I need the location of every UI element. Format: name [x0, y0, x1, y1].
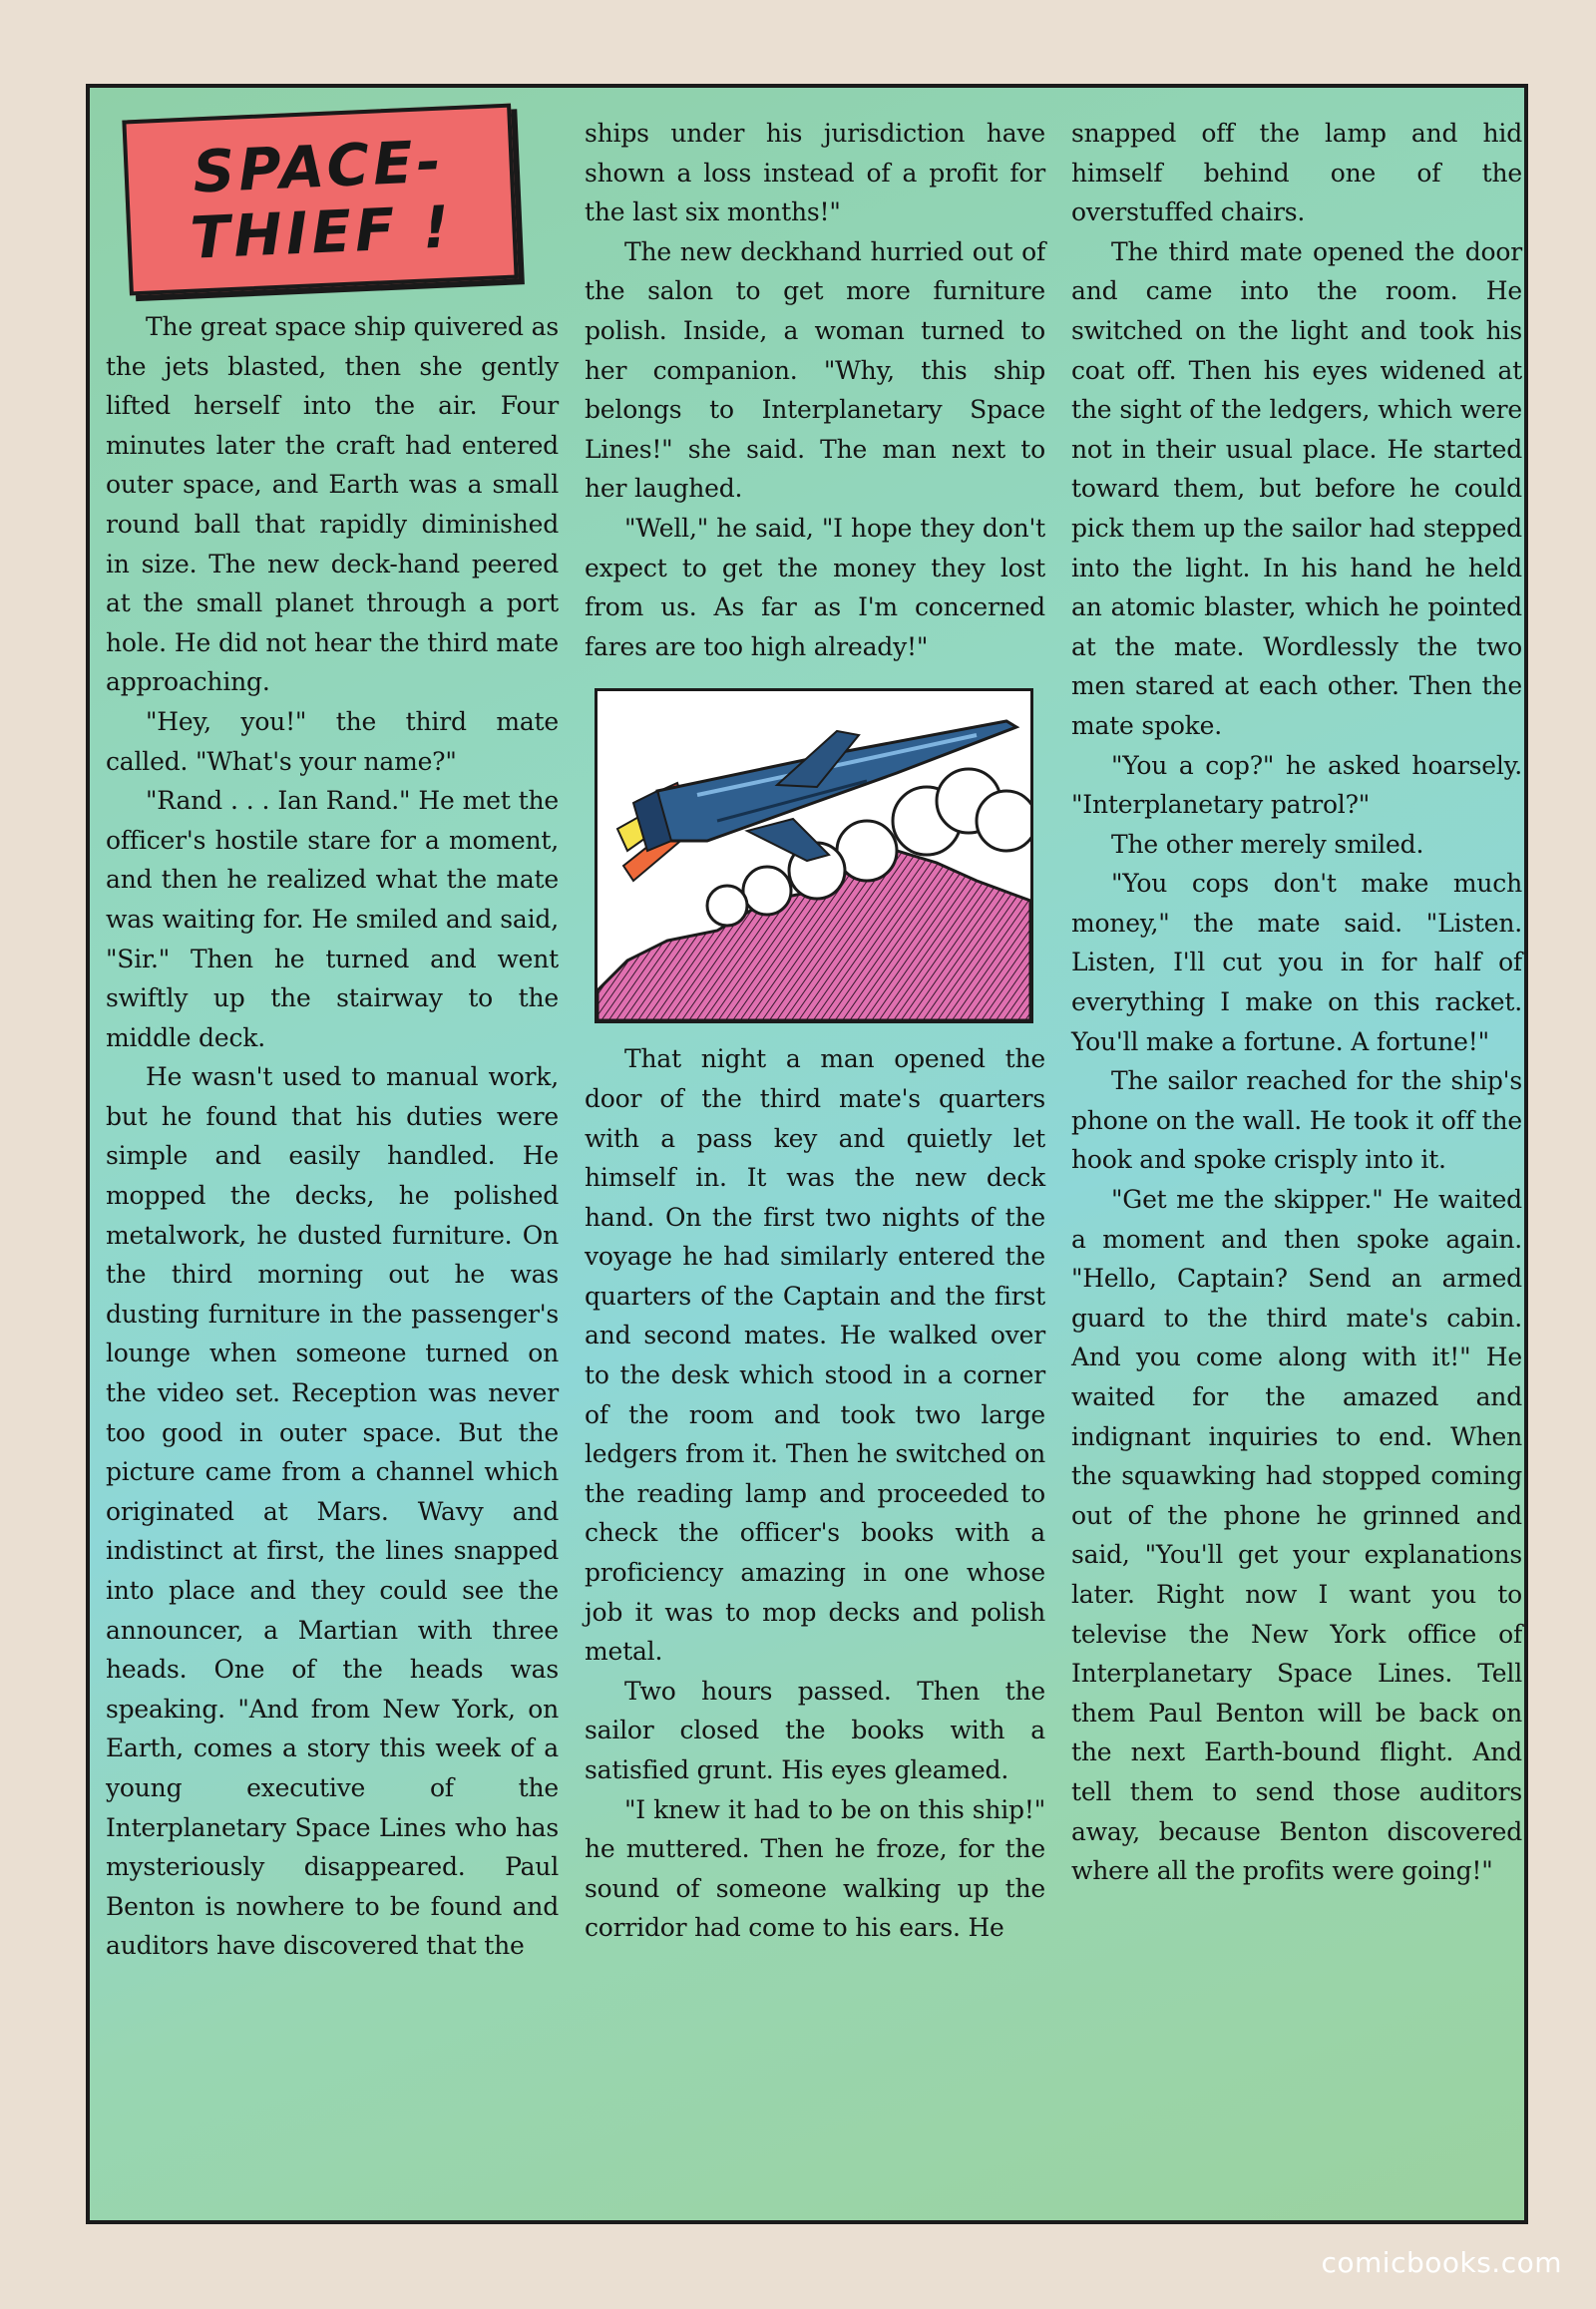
rocket-illustration-svg — [598, 691, 1030, 1020]
column-2 — [567, 88, 1055, 2220]
paragraph: "Hey, you!" the third mate called. "What's your name?" — [106, 706, 559, 776]
rocket-ship-illustration — [595, 688, 1033, 1023]
title-line-2: THIEF ! — [189, 192, 455, 272]
paragraph: The great space ship quivered as the jets blasted, then she gently lifted herself into the air. Four minutes later the craft had entered outer space, and Earth was a small round ball that rapidly diminished in size. The new deck-hand peered at the small planet through a port hole. He did not hear the third mate approaching. — [106, 312, 559, 697]
column-3 — [1061, 88, 1528, 2220]
paragraph: That night a man opened the door of the third mate's quarters with a pass key and quietly let himself in. It was the new deck hand. On the first two nights of the voyage he had similarly entered the quarters of the Captain and the first and second mates. He walked over to the desk which stood in a corner of the room and took two large ledgers from it. Then he switched on the reading lamp and proceeded to check the officer's books with a proficiency amazing in one whose job it was to mop decks and polish metal. — [585, 1044, 1045, 1667]
paragraph: He wasn't used to manual work, but he found that his duties were simple and easily handled. He mopped the decks, he polished metalwork, he dusted furniture. On the third morning out he was dusting furniture in the passenger's lounge when someone turned on the video set. Reception was never too good in outer space. But the picture came from a channel which originated at Mars. Wavy and indistinct at first, the lines snapped into place and they could see the announcer, a Martian with three heads. One of the heads was speaking. "And from New York, on Earth, comes a story this week of a young executive of the Interplanetary Space Lines who has mysteriously disappeared. Paul Benton is nowhere to be found and auditors have discovered that the — [106, 1062, 559, 1961]
paragraph: Two hours passed. Then the sailor closed the books with a satisfied grunt. His eyes gleamed. — [585, 1676, 1045, 1784]
paragraph: "Well," he said, "I hope they don't expect to get the money they lost from us. As far as I'm concerned fares are too high already!" — [585, 513, 1045, 661]
paragraph: The other merely smiled. — [1111, 829, 1424, 859]
paragraph: The third mate opened the door and came into the room. He switched on the light and took his coat off. Then his eyes widened at the sight of the ledgers, which were not in their usual place. He started toward them, but before he could pick them up the sailor had stepped into the light. In his hand he held an atomic blaster, which he pointed at the mate. Wordlessly the two men stared at each other. Then the mate spoke. — [1071, 236, 1522, 740]
paragraph: "Rand . . . Ian Rand." He met the officer's hostile stare for a moment, and then he realized what the mate was waiting for. He smiled and said, "Sir." Then he turned and went swiftly up the stairway to the middle deck. — [106, 786, 559, 1052]
paragraph: The new deckhand hurried out of the salon to get more furniture polish. Inside, a woman turned to her companion. "Why, this ship belongs to Interplanetary Space Lines!" she said. The man next to her laughed. — [585, 236, 1045, 504]
paragraph: ships under his jurisdiction have shown a loss instead of a profit for the last six months!" — [585, 119, 1045, 227]
title-box — [122, 104, 518, 296]
title-line-1: SPACE- — [192, 127, 447, 206]
paragraph: The sailor reached for the ship's phone on the wall. He took it off the hook and spoke crisply into it. — [1071, 1066, 1522, 1175]
paragraph: "You cops don't make much money," the mate said. "Listen. Listen, I'll cut you in for half of everything I make on this racket. You'll make a fortune. A fortune!" — [1071, 869, 1522, 1056]
paragraph: snapped off the lamp and hid himself behind one of the overstuffed chairs. — [1071, 119, 1522, 227]
paragraph: "Get me the skipper." He waited a moment and then spoke again. "Hello, Captain? Send an armed guard to the third mate's cabin. And you come along with it!" He waited for the amazed and indignant inquiries to end. When the squawking had stopped coming out of the phone he grinned and said, "You'll get your explanations later. Right now I want you to televise the New York office of Interplanetary Space Lines. Tell them Paul Benton will be back on the next Earth-bound flight. And tell them to send those auditors away, because Benton discovered where all the profits were going!" — [1071, 1185, 1522, 1886]
story-page — [86, 84, 1528, 2224]
site-watermark: comicbooks.com — [1321, 2246, 1562, 2279]
paragraph: "You a cop?" he asked hoarsely. "Interplanetary patrol?" — [1071, 750, 1522, 820]
paragraph: "I knew it had to be on this ship!" he muttered. Then he froze, for the sound of someone walking up the corridor had come to his ears. He — [585, 1794, 1045, 1943]
column-1 — [90, 88, 561, 2220]
